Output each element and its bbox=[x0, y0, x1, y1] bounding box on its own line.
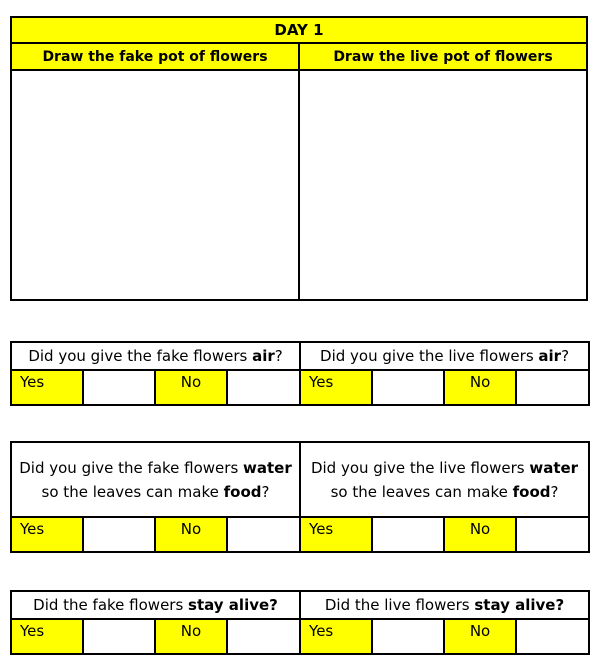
air-question-live: Did you give the live flowers air? bbox=[300, 342, 589, 370]
water-fake-yes-box[interactable] bbox=[83, 517, 155, 552]
alive-question-fake: Did the fake flowers stay alive? bbox=[11, 591, 300, 619]
water-question-fake: Did you give the fake flowers water so the leaves can make food? bbox=[11, 442, 300, 517]
alive-live-no-label: No bbox=[444, 619, 516, 654]
air-live-no-box[interactable] bbox=[516, 370, 589, 405]
live-pot-heading: Draw the live pot of flowers bbox=[299, 43, 587, 70]
air-live-yes-label: Yes bbox=[300, 370, 372, 405]
drawing-table bbox=[10, 16, 588, 301]
air-question-fake: Did you give the fake flowers air? bbox=[11, 342, 300, 370]
alive-live-yes-box[interactable] bbox=[372, 619, 444, 654]
alive-fake-no-box[interactable] bbox=[227, 619, 300, 654]
water-question-table bbox=[10, 441, 590, 553]
air-live-yes-box[interactable] bbox=[372, 370, 444, 405]
fake-pot-drawing-area[interactable] bbox=[11, 70, 299, 300]
water-question-live: Did you give the live flowers water so the leaves can make food? bbox=[300, 442, 589, 517]
water-fake-no-label: No bbox=[155, 517, 227, 552]
air-fake-yes-label: Yes bbox=[11, 370, 83, 405]
air-fake-no-label: No bbox=[155, 370, 227, 405]
water-live-yes-label: Yes bbox=[300, 517, 372, 552]
alive-question-table bbox=[10, 590, 590, 655]
air-question-table bbox=[10, 341, 590, 406]
air-fake-no-box[interactable] bbox=[227, 370, 300, 405]
water-fake-yes-label: Yes bbox=[11, 517, 83, 552]
alive-fake-yes-label: Yes bbox=[11, 619, 83, 654]
alive-live-yes-label: Yes bbox=[300, 619, 372, 654]
alive-live-no-box[interactable] bbox=[516, 619, 589, 654]
fake-pot-heading: Draw the fake pot of flowers bbox=[11, 43, 299, 70]
day-title: DAY 1 bbox=[11, 17, 587, 43]
water-fake-no-box[interactable] bbox=[227, 517, 300, 552]
alive-fake-no-label: No bbox=[155, 619, 227, 654]
air-fake-yes-box[interactable] bbox=[83, 370, 155, 405]
alive-question-live: Did the live flowers stay alive? bbox=[300, 591, 589, 619]
water-live-no-box[interactable] bbox=[516, 517, 589, 552]
live-pot-drawing-area[interactable] bbox=[299, 70, 587, 300]
alive-fake-yes-box[interactable] bbox=[83, 619, 155, 654]
water-live-no-label: No bbox=[444, 517, 516, 552]
water-live-yes-box[interactable] bbox=[372, 517, 444, 552]
air-live-no-label: No bbox=[444, 370, 516, 405]
